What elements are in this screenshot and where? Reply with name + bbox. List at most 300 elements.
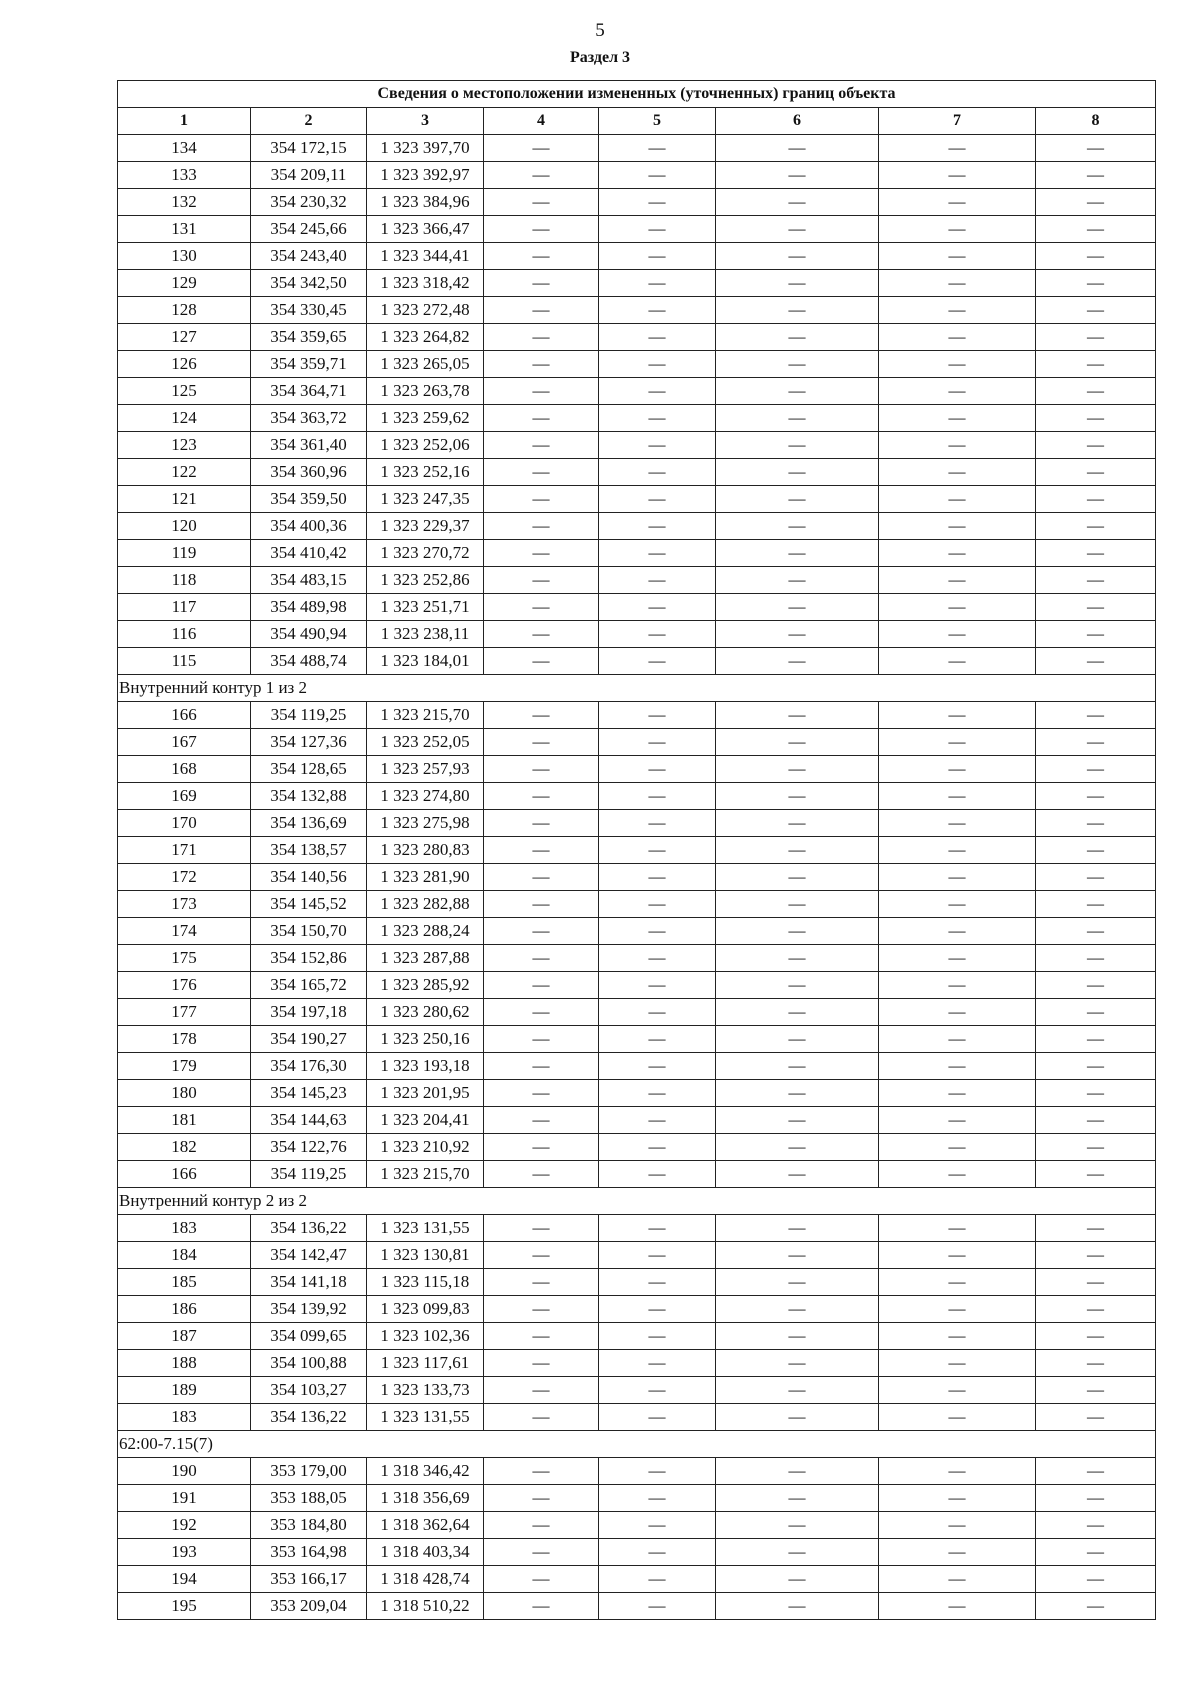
dash-cell: — xyxy=(879,756,1036,783)
dash-cell: — xyxy=(484,621,599,648)
coordinate-y: 1 323 130,81 xyxy=(367,1242,484,1269)
dash-cell: — xyxy=(1036,810,1156,837)
dash-cell: — xyxy=(1036,1485,1156,1512)
dash-cell: — xyxy=(1036,486,1156,513)
table-row xyxy=(118,297,1156,324)
dash-cell: — xyxy=(716,945,879,972)
coordinate-x: 354 165,72 xyxy=(251,972,367,999)
contour-label: 62:00-7.15(7) xyxy=(118,1431,1156,1458)
dash-cell: — xyxy=(716,1080,879,1107)
dash-cell: — xyxy=(716,1107,879,1134)
dash-cell: — xyxy=(484,1512,599,1539)
dash-cell: — xyxy=(484,1458,599,1485)
table-row xyxy=(118,270,1156,297)
coordinate-x: 354 138,57 xyxy=(251,837,367,864)
dash-cell: — xyxy=(1036,189,1156,216)
column-header: 1 xyxy=(118,108,251,135)
dash-cell: — xyxy=(1036,648,1156,675)
coordinate-y: 1 323 275,98 xyxy=(367,810,484,837)
coordinate-y: 1 323 184,01 xyxy=(367,648,484,675)
coordinate-x: 354 359,50 xyxy=(251,486,367,513)
coordinate-y: 1 323 270,72 xyxy=(367,540,484,567)
table-row xyxy=(118,486,1156,513)
table-row xyxy=(118,1539,1156,1566)
dash-cell: — xyxy=(484,405,599,432)
table-row xyxy=(118,918,1156,945)
dash-cell: — xyxy=(599,1107,716,1134)
table-row xyxy=(118,810,1156,837)
caption-row xyxy=(118,81,1156,108)
dash-cell: — xyxy=(879,189,1036,216)
dash-cell: — xyxy=(1036,1161,1156,1188)
dash-cell: — xyxy=(1036,1053,1156,1080)
dash-cell: — xyxy=(716,243,879,270)
dash-cell: — xyxy=(716,783,879,810)
coordinate-y: 1 323 280,62 xyxy=(367,999,484,1026)
dash-cell: — xyxy=(879,513,1036,540)
dash-cell: — xyxy=(879,1404,1036,1431)
dash-cell: — xyxy=(716,1458,879,1485)
dash-cell: — xyxy=(599,243,716,270)
coordinate-x: 354 197,18 xyxy=(251,999,367,1026)
dash-cell: — xyxy=(599,351,716,378)
coordinate-y: 1 323 259,62 xyxy=(367,405,484,432)
coordinate-y: 1 323 392,97 xyxy=(367,162,484,189)
contour-row xyxy=(118,1431,1156,1458)
dash-cell: — xyxy=(484,1485,599,1512)
table-row xyxy=(118,540,1156,567)
dash-cell: — xyxy=(716,891,879,918)
table-row xyxy=(118,999,1156,1026)
dash-cell: — xyxy=(484,756,599,783)
dash-cell: — xyxy=(716,432,879,459)
dash-cell: — xyxy=(1036,1539,1156,1566)
coordinate-y: 1 323 133,73 xyxy=(367,1377,484,1404)
coordinate-y: 1 323 252,05 xyxy=(367,729,484,756)
table-row xyxy=(118,729,1156,756)
point-number: 121 xyxy=(118,486,251,513)
dash-cell: — xyxy=(879,162,1036,189)
section-title: Раздел 3 xyxy=(569,49,631,66)
dash-cell: — xyxy=(599,135,716,162)
coordinate-x: 354 360,96 xyxy=(251,459,367,486)
coordinate-x: 354 145,23 xyxy=(251,1080,367,1107)
dash-cell: — xyxy=(484,918,599,945)
dash-cell: — xyxy=(484,324,599,351)
dash-cell: — xyxy=(599,1215,716,1242)
column-header: 6 xyxy=(716,108,879,135)
table-row xyxy=(118,594,1156,621)
dash-cell: — xyxy=(716,594,879,621)
dash-cell: — xyxy=(484,1593,599,1620)
dash-cell: — xyxy=(599,918,716,945)
coordinate-y: 1 318 356,69 xyxy=(367,1485,484,1512)
dash-cell: — xyxy=(879,1269,1036,1296)
dash-cell: — xyxy=(484,837,599,864)
coordinate-y: 1 323 252,16 xyxy=(367,459,484,486)
dash-cell: — xyxy=(1036,270,1156,297)
dash-cell: — xyxy=(879,1053,1036,1080)
table-row xyxy=(118,756,1156,783)
dash-cell: — xyxy=(1036,1107,1156,1134)
table-row xyxy=(118,135,1156,162)
dash-cell: — xyxy=(484,783,599,810)
coordinate-x: 354 363,72 xyxy=(251,405,367,432)
table-row xyxy=(118,1350,1156,1377)
dash-cell: — xyxy=(1036,135,1156,162)
coordinate-y: 1 323 274,80 xyxy=(367,783,484,810)
dash-cell: — xyxy=(716,1026,879,1053)
coordinate-y: 1 323 318,42 xyxy=(367,270,484,297)
coordinate-x: 354 119,25 xyxy=(251,702,367,729)
dash-cell: — xyxy=(1036,1242,1156,1269)
dash-cell: — xyxy=(1036,324,1156,351)
dash-cell: — xyxy=(716,405,879,432)
dash-cell: — xyxy=(599,1161,716,1188)
dash-cell: — xyxy=(484,1080,599,1107)
dash-cell: — xyxy=(1036,567,1156,594)
coordinate-x: 354 190,27 xyxy=(251,1026,367,1053)
dash-cell: — xyxy=(599,729,716,756)
coordinate-y: 1 323 238,11 xyxy=(367,621,484,648)
dash-cell: — xyxy=(599,1404,716,1431)
dash-cell: — xyxy=(599,1053,716,1080)
point-number: 175 xyxy=(118,945,251,972)
column-header: 3 xyxy=(367,108,484,135)
table-row xyxy=(118,891,1156,918)
dash-cell: — xyxy=(484,243,599,270)
table-row xyxy=(118,1080,1156,1107)
dash-cell: — xyxy=(484,810,599,837)
dash-cell: — xyxy=(484,1377,599,1404)
dash-cell: — xyxy=(599,1242,716,1269)
dash-cell: — xyxy=(879,891,1036,918)
coordinate-y: 1 323 366,47 xyxy=(367,216,484,243)
point-number: 116 xyxy=(118,621,251,648)
dash-cell: — xyxy=(484,1107,599,1134)
dash-cell: — xyxy=(484,972,599,999)
dash-cell: — xyxy=(716,162,879,189)
dash-cell: — xyxy=(879,1458,1036,1485)
table-row xyxy=(118,216,1156,243)
coordinate-x: 354 330,45 xyxy=(251,297,367,324)
dash-cell: — xyxy=(1036,783,1156,810)
point-number: 193 xyxy=(118,1539,251,1566)
table-row xyxy=(118,1458,1156,1485)
coordinate-x: 354 361,40 xyxy=(251,432,367,459)
dash-cell: — xyxy=(1036,1377,1156,1404)
column-header: 4 xyxy=(484,108,599,135)
page-number: 5 xyxy=(595,20,605,41)
table-row xyxy=(118,1296,1156,1323)
table-row xyxy=(118,1377,1156,1404)
point-number: 118 xyxy=(118,567,251,594)
dash-cell: — xyxy=(484,1026,599,1053)
coordinate-x: 353 209,04 xyxy=(251,1593,367,1620)
table-row xyxy=(118,351,1156,378)
dash-cell: — xyxy=(1036,297,1156,324)
coordinate-x: 354 152,86 xyxy=(251,945,367,972)
dash-cell: — xyxy=(599,459,716,486)
dash-cell: — xyxy=(879,810,1036,837)
dash-cell: — xyxy=(879,1161,1036,1188)
dash-cell: — xyxy=(484,540,599,567)
point-number: 132 xyxy=(118,189,251,216)
dash-cell: — xyxy=(1036,702,1156,729)
dash-cell: — xyxy=(716,756,879,783)
point-number: 117 xyxy=(118,594,251,621)
point-number: 168 xyxy=(118,756,251,783)
dash-cell: — xyxy=(879,972,1036,999)
coordinate-y: 1 323 265,05 xyxy=(367,351,484,378)
dash-cell: — xyxy=(1036,918,1156,945)
coordinate-y: 1 323 263,78 xyxy=(367,378,484,405)
coordinate-y: 1 323 210,92 xyxy=(367,1134,484,1161)
point-number: 125 xyxy=(118,378,251,405)
dash-cell: — xyxy=(484,270,599,297)
coordinate-x: 354 364,71 xyxy=(251,378,367,405)
point-number: 192 xyxy=(118,1512,251,1539)
dash-cell: — xyxy=(1036,729,1156,756)
point-number: 174 xyxy=(118,918,251,945)
dash-cell: — xyxy=(879,216,1036,243)
contour-label: Внутренний контур 2 из 2 xyxy=(118,1188,1156,1215)
dash-cell: — xyxy=(599,1458,716,1485)
dash-cell: — xyxy=(599,594,716,621)
dash-cell: — xyxy=(599,1377,716,1404)
point-number: 130 xyxy=(118,243,251,270)
coordinate-y: 1 323 115,18 xyxy=(367,1269,484,1296)
table-row xyxy=(118,567,1156,594)
dash-cell: — xyxy=(599,756,716,783)
point-number: 194 xyxy=(118,1566,251,1593)
point-number: 195 xyxy=(118,1593,251,1620)
dash-cell: — xyxy=(879,1377,1036,1404)
dash-cell: — xyxy=(599,513,716,540)
dash-cell: — xyxy=(716,459,879,486)
dash-cell: — xyxy=(879,648,1036,675)
column-header-row xyxy=(118,108,1156,135)
dash-cell: — xyxy=(879,864,1036,891)
coordinate-x: 354 122,76 xyxy=(251,1134,367,1161)
coordinate-x: 354 410,42 xyxy=(251,540,367,567)
table-row xyxy=(118,783,1156,810)
contour-label: Внутренний контур 1 из 2 xyxy=(118,675,1156,702)
table-row xyxy=(118,1269,1156,1296)
dash-cell: — xyxy=(484,1269,599,1296)
coordinate-x: 354 245,66 xyxy=(251,216,367,243)
dash-cell: — xyxy=(484,378,599,405)
dash-cell: — xyxy=(1036,351,1156,378)
table-row xyxy=(118,513,1156,540)
dash-cell: — xyxy=(599,1269,716,1296)
dash-cell: — xyxy=(484,567,599,594)
dash-cell: — xyxy=(1036,594,1156,621)
dash-cell: — xyxy=(879,486,1036,513)
coordinate-y: 1 323 215,70 xyxy=(367,702,484,729)
point-number: 185 xyxy=(118,1269,251,1296)
dash-cell: — xyxy=(484,351,599,378)
dash-cell: — xyxy=(599,999,716,1026)
dash-cell: — xyxy=(599,1026,716,1053)
point-number: 186 xyxy=(118,1296,251,1323)
dash-cell: — xyxy=(484,864,599,891)
coordinate-y: 1 323 131,55 xyxy=(367,1215,484,1242)
table-row xyxy=(118,1242,1156,1269)
coordinate-y: 1 323 264,82 xyxy=(367,324,484,351)
dash-cell: — xyxy=(879,270,1036,297)
point-number: 167 xyxy=(118,729,251,756)
dash-cell: — xyxy=(1036,1350,1156,1377)
dash-cell: — xyxy=(599,1539,716,1566)
point-number: 128 xyxy=(118,297,251,324)
dash-cell: — xyxy=(716,216,879,243)
point-number: 179 xyxy=(118,1053,251,1080)
dash-cell: — xyxy=(879,1485,1036,1512)
column-header: 8 xyxy=(1036,108,1156,135)
dash-cell: — xyxy=(1036,405,1156,432)
boundary-coordinates-table xyxy=(117,80,1156,1620)
dash-cell: — xyxy=(1036,162,1156,189)
dash-cell: — xyxy=(716,1539,879,1566)
dash-cell: — xyxy=(879,1593,1036,1620)
dash-cell: — xyxy=(716,999,879,1026)
coordinate-x: 354 140,56 xyxy=(251,864,367,891)
dash-cell: — xyxy=(1036,378,1156,405)
dash-cell: — xyxy=(1036,1080,1156,1107)
dash-cell: — xyxy=(716,270,879,297)
dash-cell: — xyxy=(1036,243,1156,270)
dash-cell: — xyxy=(599,972,716,999)
dash-cell: — xyxy=(484,1296,599,1323)
table-row xyxy=(118,1485,1156,1512)
coordinate-x: 354 172,15 xyxy=(251,135,367,162)
coordinate-x: 354 400,36 xyxy=(251,513,367,540)
dash-cell: — xyxy=(879,1215,1036,1242)
point-number: 172 xyxy=(118,864,251,891)
dash-cell: — xyxy=(879,1350,1036,1377)
dash-cell: — xyxy=(1036,540,1156,567)
coordinate-y: 1 323 215,70 xyxy=(367,1161,484,1188)
coordinate-x: 354 144,63 xyxy=(251,1107,367,1134)
coordinate-x: 354 489,98 xyxy=(251,594,367,621)
coordinate-y: 1 323 281,90 xyxy=(367,864,484,891)
point-number: 126 xyxy=(118,351,251,378)
dash-cell: — xyxy=(599,324,716,351)
point-number: 169 xyxy=(118,783,251,810)
point-number: 184 xyxy=(118,1242,251,1269)
coordinate-x: 354 128,65 xyxy=(251,756,367,783)
dash-cell: — xyxy=(716,1215,879,1242)
dash-cell: — xyxy=(599,567,716,594)
coordinate-y: 1 323 344,41 xyxy=(367,243,484,270)
dash-cell: — xyxy=(879,1134,1036,1161)
dash-cell: — xyxy=(484,486,599,513)
dash-cell: — xyxy=(1036,972,1156,999)
dash-cell: — xyxy=(716,1350,879,1377)
table-row xyxy=(118,432,1156,459)
dash-cell: — xyxy=(879,945,1036,972)
dash-cell: — xyxy=(716,540,879,567)
dash-cell: — xyxy=(1036,1134,1156,1161)
dash-cell: — xyxy=(484,1242,599,1269)
dash-cell: — xyxy=(716,297,879,324)
dash-cell: — xyxy=(716,189,879,216)
point-number: 181 xyxy=(118,1107,251,1134)
dash-cell: — xyxy=(879,1026,1036,1053)
point-number: 183 xyxy=(118,1404,251,1431)
coordinate-y: 1 323 280,83 xyxy=(367,837,484,864)
dash-cell: — xyxy=(1036,1296,1156,1323)
coordinate-y: 1 323 204,41 xyxy=(367,1107,484,1134)
dash-cell: — xyxy=(716,135,879,162)
coordinate-x: 354 127,36 xyxy=(251,729,367,756)
dash-cell: — xyxy=(879,783,1036,810)
coordinate-y: 1 323 247,35 xyxy=(367,486,484,513)
dash-cell: — xyxy=(484,1053,599,1080)
coordinate-y: 1 323 250,16 xyxy=(367,1026,484,1053)
dash-cell: — xyxy=(1036,513,1156,540)
coordinate-x: 354 136,69 xyxy=(251,810,367,837)
table-row xyxy=(118,243,1156,270)
dash-cell: — xyxy=(599,891,716,918)
dash-cell: — xyxy=(716,864,879,891)
dash-cell: — xyxy=(599,1323,716,1350)
dash-cell: — xyxy=(599,945,716,972)
dash-cell: — xyxy=(879,918,1036,945)
table-row xyxy=(118,648,1156,675)
point-number: 180 xyxy=(118,1080,251,1107)
dash-cell: — xyxy=(484,162,599,189)
dash-cell: — xyxy=(879,243,1036,270)
dash-cell: — xyxy=(879,702,1036,729)
dash-cell: — xyxy=(599,378,716,405)
point-number: 134 xyxy=(118,135,251,162)
dash-cell: — xyxy=(1036,945,1156,972)
dash-cell: — xyxy=(599,1134,716,1161)
table-row xyxy=(118,1161,1156,1188)
table-row xyxy=(118,1215,1156,1242)
dash-cell: — xyxy=(879,999,1036,1026)
dash-cell: — xyxy=(1036,459,1156,486)
coordinate-x: 354 139,92 xyxy=(251,1296,367,1323)
dash-cell: — xyxy=(599,1566,716,1593)
coordinate-x: 354 119,25 xyxy=(251,1161,367,1188)
table-row xyxy=(118,378,1156,405)
dash-cell: — xyxy=(599,189,716,216)
coordinate-y: 1 323 272,48 xyxy=(367,297,484,324)
point-number: 190 xyxy=(118,1458,251,1485)
dash-cell: — xyxy=(484,1215,599,1242)
column-header: 2 xyxy=(251,108,367,135)
dash-cell: — xyxy=(484,945,599,972)
point-number: 178 xyxy=(118,1026,251,1053)
dash-cell: — xyxy=(879,1512,1036,1539)
table-row xyxy=(118,405,1156,432)
dash-cell: — xyxy=(716,837,879,864)
dash-cell: — xyxy=(1036,621,1156,648)
coordinate-x: 353 184,80 xyxy=(251,1512,367,1539)
dash-cell: — xyxy=(484,432,599,459)
dash-cell: — xyxy=(599,648,716,675)
point-number: 119 xyxy=(118,540,251,567)
coordinate-x: 354 145,52 xyxy=(251,891,367,918)
dash-cell: — xyxy=(1036,216,1156,243)
point-number: 123 xyxy=(118,432,251,459)
dash-cell: — xyxy=(484,702,599,729)
dash-cell: — xyxy=(599,540,716,567)
dash-cell: — xyxy=(599,297,716,324)
